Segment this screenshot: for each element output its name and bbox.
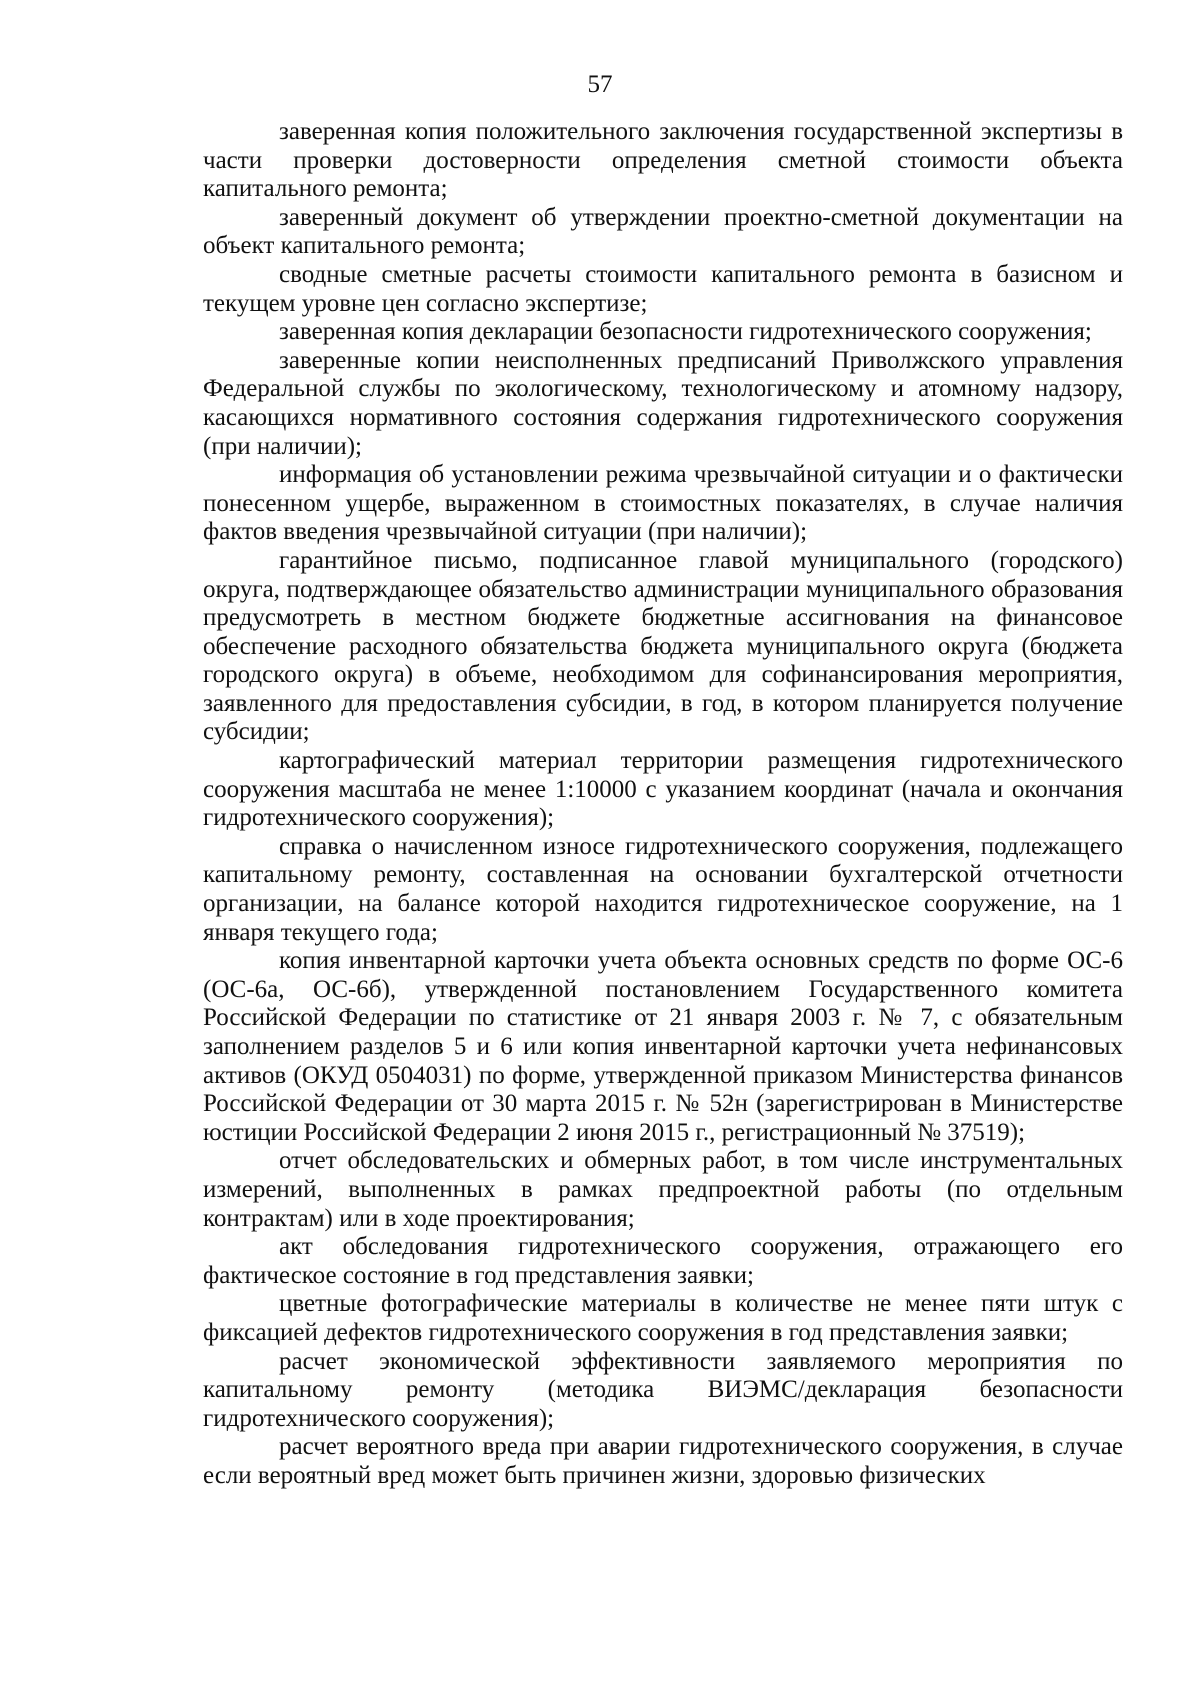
document-body <box>203 118 1123 1491</box>
paragraph: расчет экономической эффективности заявляемого мероприятия по капитальному ремонту (методика ВИЭМС/декларация безопасности гидротехнического сооружения); <box>203 1347 1123 1432</box>
paragraph: картографический материал территории размещения гидротехнического сооружения масштаба не менее 1:10000 с указанием координат (начала и окончания гидротехнического сооружения); <box>203 747 1123 832</box>
paragraph: заверенная копия положительного заключения государственной экспертизы в части проверки достоверности определения сметной стоимости объекта капитального ремонта; <box>203 118 1123 203</box>
paragraph: заверенная копия декларации безопасности гидротехнического сооружения; <box>279 318 1092 346</box>
paragraph: цветные фотографические материалы в количестве не менее пяти штук с фиксацией дефектов гидротехнического сооружения в год представления заявки; <box>203 1290 1123 1346</box>
paragraph: справка о начисленном износе гидротехнического сооружения, подлежащего капитальному ремонту, составленная на основании бухгалтерской отчетности организации, на балансе которой находится гидротехническое сооружение, на 1 января текущего года; <box>203 832 1123 946</box>
page-number: 57 <box>587 71 613 98</box>
paragraph: расчет вероятного вреда при аварии гидротехнического сооружения, в случае если вероятный вред может быть причинен жизни, здоровью физических <box>203 1433 1123 1489</box>
paragraph: акт обследования гидротехнического сооружения, отражающего его фактическое состояние в год представления заявки; <box>203 1233 1123 1289</box>
paragraph: информация об установлении режима чрезвычайной ситуации и о фактически понесенном ущербе, выраженном в стоимостных показателях, в случае наличия фактов введения чрезвычайной ситуации (при наличии); <box>203 461 1123 546</box>
paragraph: заверенные копии неисполненных предписаний Приволжского управления Федеральной службы по экологическому, технологическому и атомному надзору, касающихся нормативного состояния содержания гидротехнического сооружения (при наличии); <box>203 346 1123 460</box>
paragraph: гарантийное письмо, подписанное главой муниципального (городского) округа, подтверждающее обязательство администрации муниципального образования предусмотреть в местном бюджете бюджетные ассигнования на финансовое обеспечение расходного обязательства бюджета муниципального округа (бюджета городского округа) в объеме, необходимом для софинансирования мероприятия, заявленного для предоставления субсидии, в год, в котором планируется получение субсидии; <box>203 546 1123 746</box>
paragraph: копия инвентарной карточки учета объекта основных средств по форме ОС-6 (ОС-6а, ОС-6б), утвержденной постановлением Государственного комитета Российской Федерации по статистике от 21 января 2003 г. № 7, с обязательным заполнением разделов 5 и 6 или копия инвентарной карточки учета нефинансовых активов (ОКУД 0504031) по форме, утвержденной приказом Министерства финансов Российской Федерации от 30 марта 2015 г. № 52н (зарегистрирован в Министерстве юстиции Российской Федерации 2 июня 2015 г., регистрационный № 37519); <box>203 947 1123 1146</box>
paragraph: отчет обследовательских и обмерных работ, в том числе инструментальных измерений, выполненных в рамках предпроектной работы (по отдельным контрактам) или в ходе проектирования; <box>203 1147 1123 1232</box>
paragraph: сводные сметные расчеты стоимости капитального ремонта в базисном и текущем уровне цен согласно экспертизе; <box>203 260 1123 317</box>
paragraph: заверенный документ об утверждении проектно-сметной документации на объект капитального ремонта; <box>203 203 1123 260</box>
